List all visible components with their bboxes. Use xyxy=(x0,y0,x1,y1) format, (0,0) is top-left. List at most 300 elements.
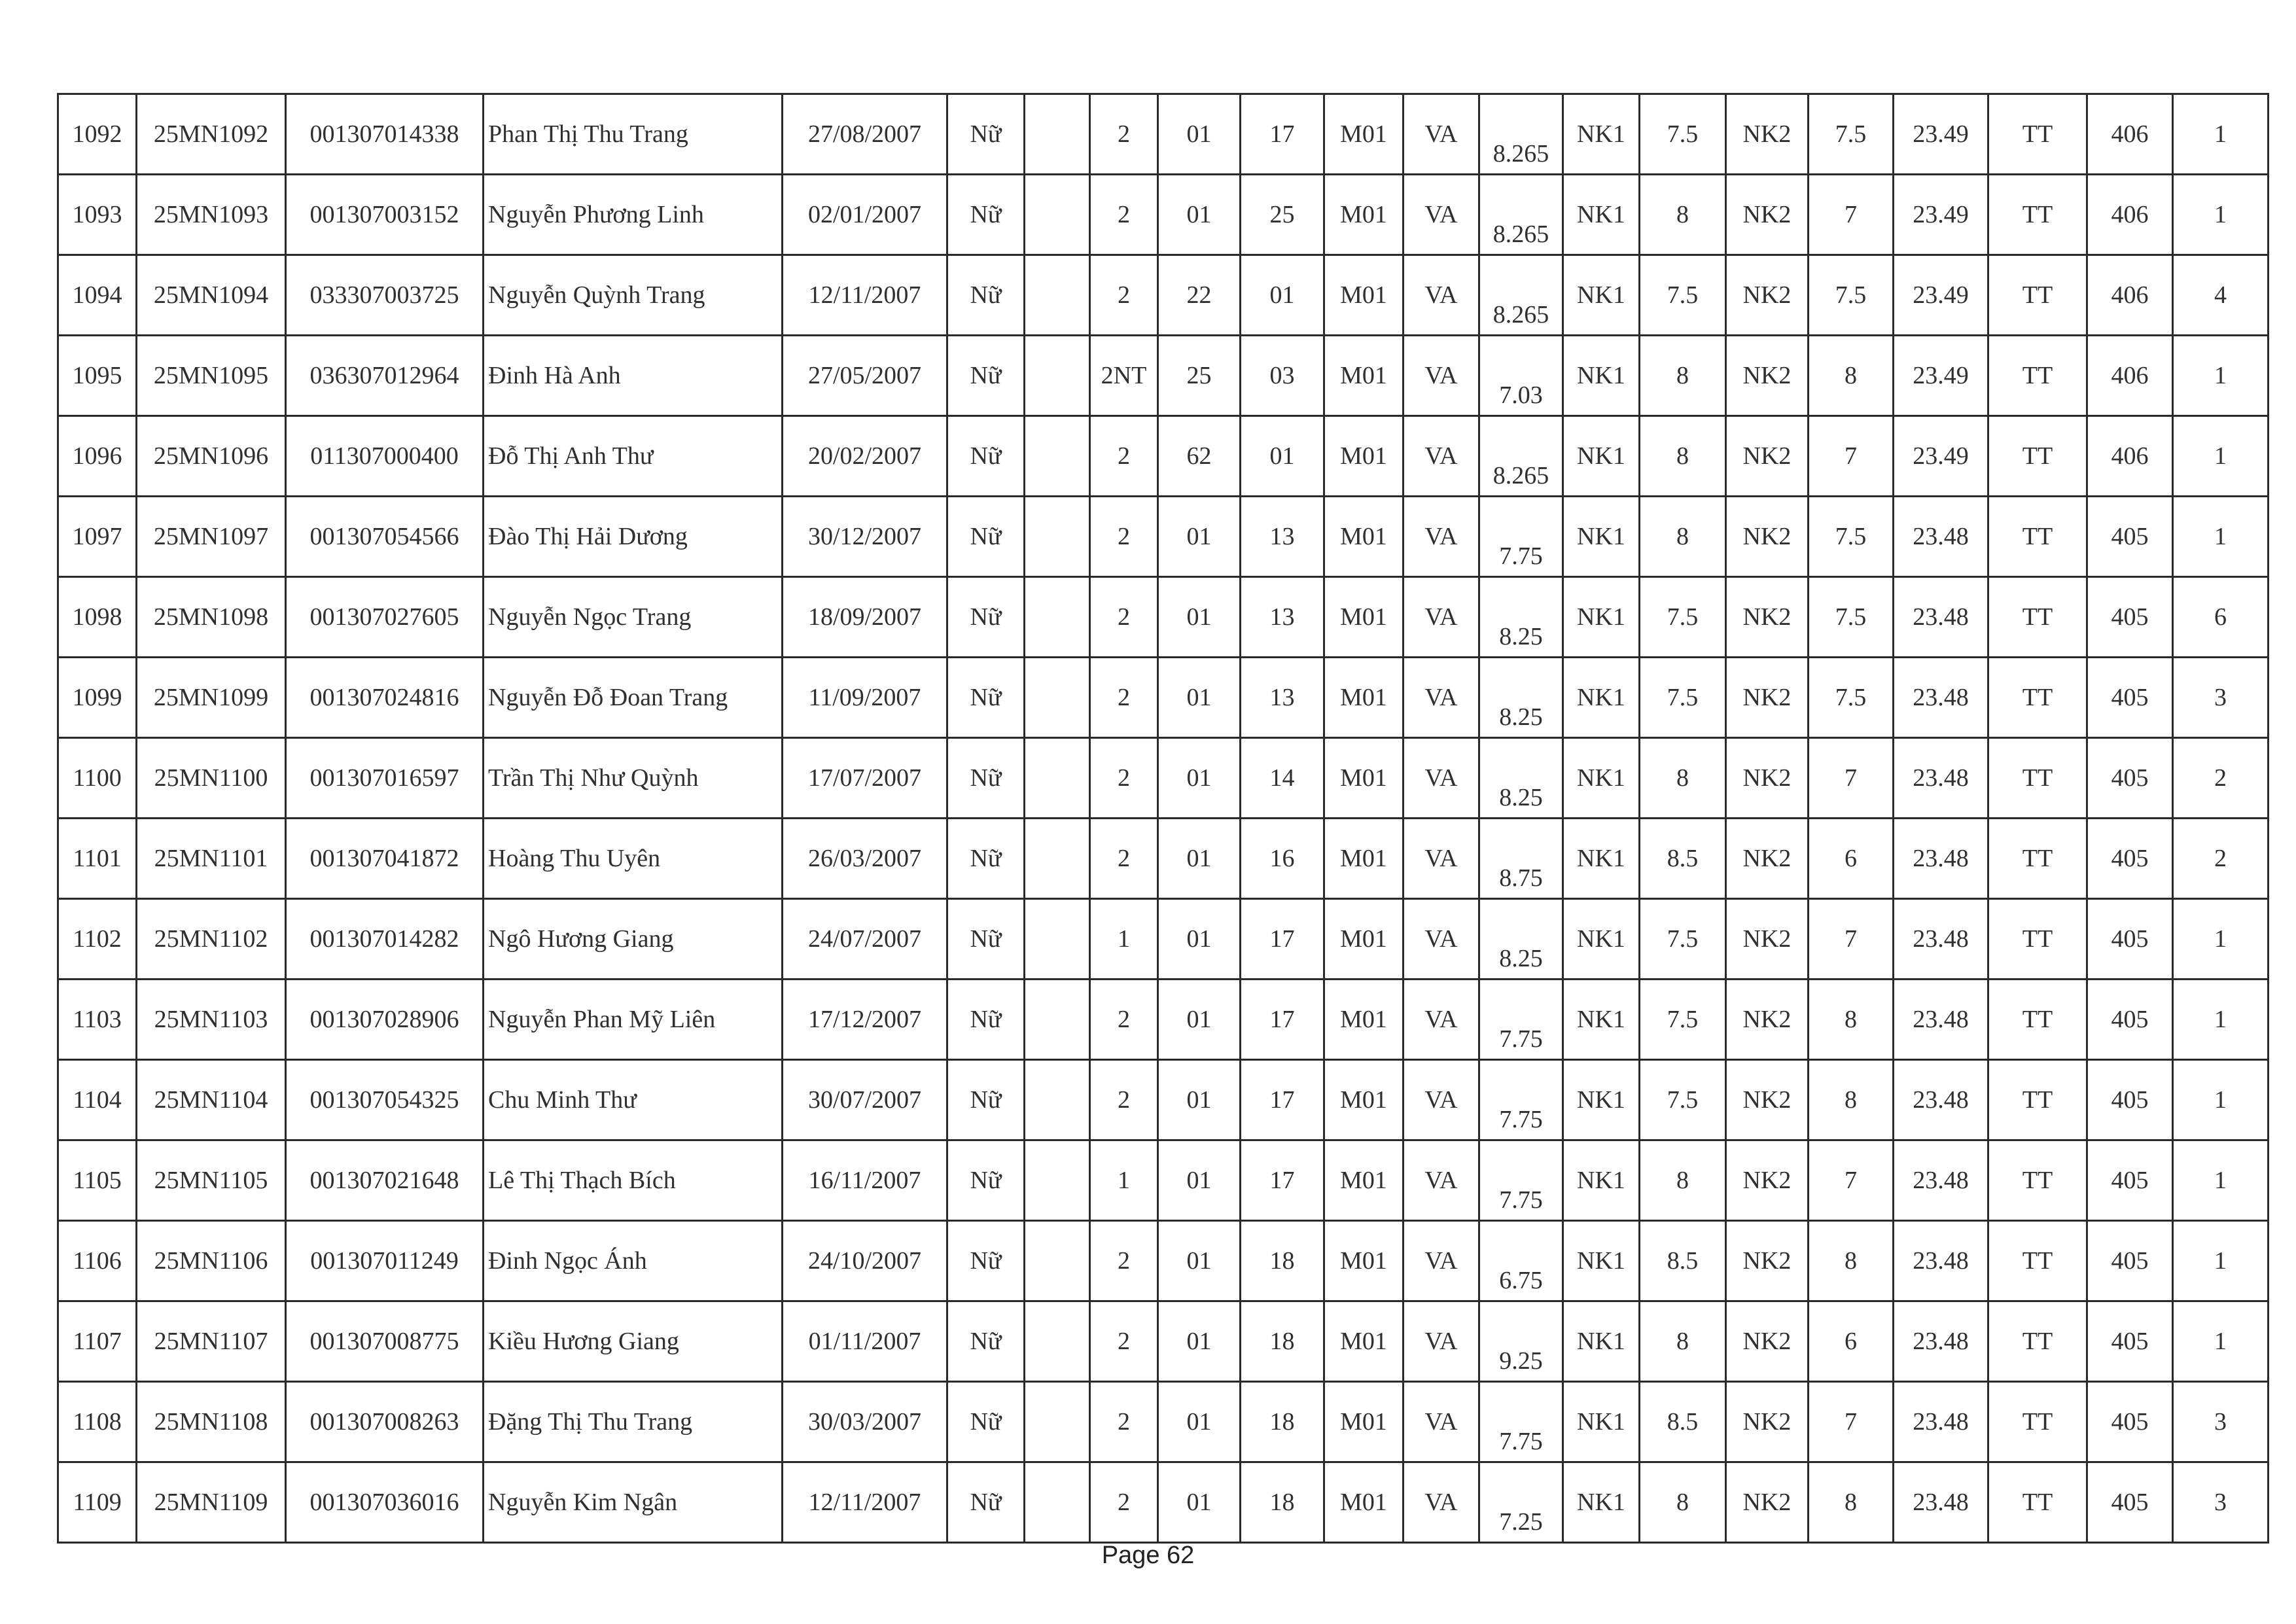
gender-cell: Nữ xyxy=(947,658,1025,738)
subject-group-cell: M01 xyxy=(1324,497,1404,577)
empty-cell xyxy=(1025,819,1090,899)
aptitude-1-score-cell: 7.5 xyxy=(1640,94,1726,175)
status-cell: TT xyxy=(1988,1382,2087,1462)
row-number-cell: 1104 xyxy=(58,1060,137,1140)
total-score-cell: 23.48 xyxy=(1894,1382,1988,1462)
row-number-cell: 1106 xyxy=(58,1221,137,1301)
id-number-cell: 001307016597 xyxy=(286,738,484,819)
results-table xyxy=(57,93,2269,1544)
aptitude-1-score-cell: 7.5 xyxy=(1640,1060,1726,1140)
school-code-cell: 14 xyxy=(1241,738,1324,819)
row-number-cell: 1099 xyxy=(58,658,137,738)
total-score-cell: 23.48 xyxy=(1894,819,1988,899)
rank-cell: 405 xyxy=(2087,1382,2173,1462)
subject-group-cell: M01 xyxy=(1324,1382,1404,1462)
rank-cell: 405 xyxy=(2087,1140,2173,1221)
subject-group-cell: M01 xyxy=(1324,899,1404,980)
total-score-cell: 23.48 xyxy=(1894,980,1988,1060)
id-number-cell: 033307003725 xyxy=(286,255,484,336)
birth-date-cell: 20/02/2007 xyxy=(783,416,947,497)
rank-cell: 405 xyxy=(2087,577,2173,658)
preference-cell: 1 xyxy=(2173,1301,2269,1382)
total-score-cell: 23.48 xyxy=(1894,1462,1988,1543)
id-number-cell: 036307012964 xyxy=(286,336,484,416)
aptitude-2-label-cell: NK2 xyxy=(1726,819,1809,899)
table-row xyxy=(58,658,2269,738)
school-code-cell: 18 xyxy=(1241,1301,1324,1382)
aptitude-2-label-cell: NK2 xyxy=(1726,94,1809,175)
id-number-cell: 001307027605 xyxy=(286,577,484,658)
student-name-cell: Nguyễn Ngọc Trang xyxy=(484,577,783,658)
registration-code-cell: 25MN1100 xyxy=(137,738,286,819)
registration-code-cell: 25MN1106 xyxy=(137,1221,286,1301)
area-code-cell: 2 xyxy=(1090,819,1158,899)
subject-group-cell: M01 xyxy=(1324,416,1404,497)
province-code-cell: 01 xyxy=(1158,899,1241,980)
birth-date-cell: 24/10/2007 xyxy=(783,1221,947,1301)
total-score-cell: 23.48 xyxy=(1894,738,1988,819)
row-number-cell: 1096 xyxy=(58,416,137,497)
subject-group-cell: M01 xyxy=(1324,1221,1404,1301)
row-number-cell: 1097 xyxy=(58,497,137,577)
subject-code-cell: VA xyxy=(1404,658,1479,738)
subject-code-cell: VA xyxy=(1404,819,1479,899)
rank-cell: 405 xyxy=(2087,1221,2173,1301)
aptitude-1-label-cell: NK1 xyxy=(1563,658,1640,738)
aptitude-1-label-cell: NK1 xyxy=(1563,899,1640,980)
total-score-cell: 23.49 xyxy=(1894,255,1988,336)
preference-cell: 1 xyxy=(2173,94,2269,175)
subject-code-cell: VA xyxy=(1404,1140,1479,1221)
area-code-cell: 2 xyxy=(1090,1382,1158,1462)
aptitude-2-label-cell: NK2 xyxy=(1726,980,1809,1060)
gender-cell: Nữ xyxy=(947,899,1025,980)
aptitude-2-score-cell: 7.5 xyxy=(1809,577,1894,658)
id-number-cell: 001307008263 xyxy=(286,1382,484,1462)
subject-group-cell: M01 xyxy=(1324,980,1404,1060)
subject-code-cell: VA xyxy=(1404,94,1479,175)
aptitude-1-score-cell: 8 xyxy=(1640,1462,1726,1543)
row-number-cell: 1100 xyxy=(58,738,137,819)
status-cell: TT xyxy=(1988,899,2087,980)
literature-score-cell: 8.75 xyxy=(1479,819,1563,899)
rank-cell: 406 xyxy=(2087,94,2173,175)
aptitude-2-score-cell: 7.5 xyxy=(1809,658,1894,738)
province-code-cell: 22 xyxy=(1158,255,1241,336)
aptitude-1-label-cell: NK1 xyxy=(1563,175,1640,255)
table-row xyxy=(58,577,2269,658)
rank-cell: 406 xyxy=(2087,416,2173,497)
literature-score-cell: 8.25 xyxy=(1479,577,1563,658)
subject-code-cell: VA xyxy=(1404,1221,1479,1301)
preference-cell: 1 xyxy=(2173,899,2269,980)
aptitude-2-label-cell: NK2 xyxy=(1726,899,1809,980)
id-number-cell: 001307036016 xyxy=(286,1462,484,1543)
preference-cell: 1 xyxy=(2173,1060,2269,1140)
aptitude-1-score-cell: 7.5 xyxy=(1640,658,1726,738)
birth-date-cell: 17/12/2007 xyxy=(783,980,947,1060)
status-cell: TT xyxy=(1988,980,2087,1060)
table-row xyxy=(58,497,2269,577)
area-code-cell: 2 xyxy=(1090,1301,1158,1382)
area-code-cell: 2 xyxy=(1090,658,1158,738)
empty-cell xyxy=(1025,738,1090,819)
aptitude-2-score-cell: 6 xyxy=(1809,1301,1894,1382)
status-cell: TT xyxy=(1988,255,2087,336)
aptitude-2-score-cell: 7 xyxy=(1809,175,1894,255)
status-cell: TT xyxy=(1988,336,2087,416)
school-code-cell: 18 xyxy=(1241,1221,1324,1301)
school-code-cell: 13 xyxy=(1241,497,1324,577)
registration-code-cell: 25MN1105 xyxy=(137,1140,286,1221)
birth-date-cell: 30/03/2007 xyxy=(783,1382,947,1462)
student-name-cell: Nguyễn Phan Mỹ Liên xyxy=(484,980,783,1060)
status-cell: TT xyxy=(1988,94,2087,175)
school-code-cell: 25 xyxy=(1241,175,1324,255)
preference-cell: 3 xyxy=(2173,1382,2269,1462)
aptitude-2-label-cell: NK2 xyxy=(1726,1382,1809,1462)
empty-cell xyxy=(1025,255,1090,336)
preference-cell: 1 xyxy=(2173,1140,2269,1221)
province-code-cell: 01 xyxy=(1158,497,1241,577)
school-code-cell: 17 xyxy=(1241,1060,1324,1140)
row-number-cell: 1094 xyxy=(58,255,137,336)
gender-cell: Nữ xyxy=(947,336,1025,416)
status-cell: TT xyxy=(1988,577,2087,658)
aptitude-2-label-cell: NK2 xyxy=(1726,1060,1809,1140)
gender-cell: Nữ xyxy=(947,819,1025,899)
subject-group-cell: M01 xyxy=(1324,1140,1404,1221)
gender-cell: Nữ xyxy=(947,1221,1025,1301)
area-code-cell: 2 xyxy=(1090,980,1158,1060)
status-cell: TT xyxy=(1988,416,2087,497)
table-row xyxy=(58,899,2269,980)
id-number-cell: 001307028906 xyxy=(286,980,484,1060)
area-code-cell: 2 xyxy=(1090,577,1158,658)
birth-date-cell: 11/09/2007 xyxy=(783,658,947,738)
aptitude-1-label-cell: NK1 xyxy=(1563,1060,1640,1140)
subject-group-cell: M01 xyxy=(1324,94,1404,175)
total-score-cell: 23.48 xyxy=(1894,1221,1988,1301)
student-name-cell: Đào Thị Hải Dương xyxy=(484,497,783,577)
area-code-cell: 1 xyxy=(1090,1140,1158,1221)
gender-cell: Nữ xyxy=(947,1060,1025,1140)
empty-cell xyxy=(1025,658,1090,738)
id-number-cell: 001307054325 xyxy=(286,1060,484,1140)
id-number-cell: 001307014282 xyxy=(286,899,484,980)
province-code-cell: 01 xyxy=(1158,577,1241,658)
subject-group-cell: M01 xyxy=(1324,738,1404,819)
student-name-cell: Hoàng Thu Uyên xyxy=(484,819,783,899)
area-code-cell: 1 xyxy=(1090,899,1158,980)
school-code-cell: 13 xyxy=(1241,658,1324,738)
province-code-cell: 62 xyxy=(1158,416,1241,497)
total-score-cell: 23.48 xyxy=(1894,497,1988,577)
subject-group-cell: M01 xyxy=(1324,175,1404,255)
aptitude-1-label-cell: NK1 xyxy=(1563,1462,1640,1543)
row-number-cell: 1102 xyxy=(58,899,137,980)
province-code-cell: 01 xyxy=(1158,1382,1241,1462)
id-number-cell: 001307021648 xyxy=(286,1140,484,1221)
birth-date-cell: 30/07/2007 xyxy=(783,1060,947,1140)
school-code-cell: 13 xyxy=(1241,577,1324,658)
aptitude-2-label-cell: NK2 xyxy=(1726,255,1809,336)
total-score-cell: 23.48 xyxy=(1894,1301,1988,1382)
registration-code-cell: 25MN1095 xyxy=(137,336,286,416)
aptitude-2-label-cell: NK2 xyxy=(1726,738,1809,819)
subject-code-cell: VA xyxy=(1404,175,1479,255)
status-cell: TT xyxy=(1988,175,2087,255)
aptitude-2-score-cell: 7.5 xyxy=(1809,255,1894,336)
empty-cell xyxy=(1025,1301,1090,1382)
total-score-cell: 23.48 xyxy=(1894,899,1988,980)
literature-score-cell: 8.25 xyxy=(1479,899,1563,980)
literature-score-cell: 7.75 xyxy=(1479,1140,1563,1221)
table-row xyxy=(58,1221,2269,1301)
aptitude-1-score-cell: 8 xyxy=(1640,497,1726,577)
province-code-cell: 01 xyxy=(1158,819,1241,899)
row-number-cell: 1101 xyxy=(58,819,137,899)
aptitude-1-label-cell: NK1 xyxy=(1563,1382,1640,1462)
aptitude-2-label-cell: NK2 xyxy=(1726,1221,1809,1301)
aptitude-1-score-cell: 8 xyxy=(1640,336,1726,416)
subject-group-cell: M01 xyxy=(1324,819,1404,899)
table-row xyxy=(58,1060,2269,1140)
row-number-cell: 1098 xyxy=(58,577,137,658)
row-number-cell: 1093 xyxy=(58,175,137,255)
registration-code-cell: 25MN1093 xyxy=(137,175,286,255)
row-number-cell: 1103 xyxy=(58,980,137,1060)
area-code-cell: 2 xyxy=(1090,175,1158,255)
aptitude-1-score-cell: 8.5 xyxy=(1640,1221,1726,1301)
literature-score-cell: 7.75 xyxy=(1479,980,1563,1060)
school-code-cell: 16 xyxy=(1241,819,1324,899)
registration-code-cell: 25MN1094 xyxy=(137,255,286,336)
aptitude-2-label-cell: NK2 xyxy=(1726,577,1809,658)
id-number-cell: 011307000400 xyxy=(286,416,484,497)
subject-code-cell: VA xyxy=(1404,1301,1479,1382)
student-name-cell: Nguyễn Đỗ Đoan Trang xyxy=(484,658,783,738)
gender-cell: Nữ xyxy=(947,175,1025,255)
subject-group-cell: M01 xyxy=(1324,1060,1404,1140)
aptitude-1-score-cell: 8 xyxy=(1640,738,1726,819)
table-row xyxy=(58,94,2269,175)
rank-cell: 406 xyxy=(2087,336,2173,416)
gender-cell: Nữ xyxy=(947,1140,1025,1221)
student-name-cell: Ngô Hương Giang xyxy=(484,899,783,980)
rank-cell: 405 xyxy=(2087,1462,2173,1543)
aptitude-2-score-cell: 7 xyxy=(1809,1382,1894,1462)
literature-score-cell: 8.265 xyxy=(1479,175,1563,255)
aptitude-1-score-cell: 8.5 xyxy=(1640,819,1726,899)
table-row xyxy=(58,980,2269,1060)
preference-cell: 1 xyxy=(2173,1221,2269,1301)
aptitude-2-label-cell: NK2 xyxy=(1726,1301,1809,1382)
status-cell: TT xyxy=(1988,1140,2087,1221)
registration-code-cell: 25MN1098 xyxy=(137,577,286,658)
table-row xyxy=(58,738,2269,819)
subject-code-cell: VA xyxy=(1404,738,1479,819)
subject-group-cell: M01 xyxy=(1324,577,1404,658)
province-code-cell: 01 xyxy=(1158,738,1241,819)
birth-date-cell: 18/09/2007 xyxy=(783,577,947,658)
area-code-cell: 2 xyxy=(1090,94,1158,175)
literature-score-cell: 9.25 xyxy=(1479,1301,1563,1382)
empty-cell xyxy=(1025,94,1090,175)
id-number-cell: 001307024816 xyxy=(286,658,484,738)
row-number-cell: 1107 xyxy=(58,1301,137,1382)
rank-cell: 405 xyxy=(2087,819,2173,899)
province-code-cell: 01 xyxy=(1158,1301,1241,1382)
status-cell: TT xyxy=(1988,1301,2087,1382)
birth-date-cell: 02/01/2007 xyxy=(783,175,947,255)
literature-score-cell: 8.265 xyxy=(1479,94,1563,175)
status-cell: TT xyxy=(1988,1462,2087,1543)
birth-date-cell: 17/07/2007 xyxy=(783,738,947,819)
student-name-cell: Đặng Thị Thu Trang xyxy=(484,1382,783,1462)
subject-group-cell: M01 xyxy=(1324,1301,1404,1382)
aptitude-2-label-cell: NK2 xyxy=(1726,1140,1809,1221)
id-number-cell: 001307014338 xyxy=(286,94,484,175)
rank-cell: 405 xyxy=(2087,1301,2173,1382)
id-number-cell: 001307003152 xyxy=(286,175,484,255)
total-score-cell: 23.49 xyxy=(1894,175,1988,255)
registration-code-cell: 25MN1096 xyxy=(137,416,286,497)
table-row xyxy=(58,1140,2269,1221)
aptitude-2-score-cell: 8 xyxy=(1809,336,1894,416)
literature-score-cell: 8.265 xyxy=(1479,255,1563,336)
aptitude-2-score-cell: 8 xyxy=(1809,980,1894,1060)
total-score-cell: 23.49 xyxy=(1894,336,1988,416)
area-code-cell: 2 xyxy=(1090,1060,1158,1140)
aptitude-1-label-cell: NK1 xyxy=(1563,1140,1640,1221)
status-cell: TT xyxy=(1988,658,2087,738)
rank-cell: 406 xyxy=(2087,255,2173,336)
aptitude-1-score-cell: 8.5 xyxy=(1640,1382,1726,1462)
empty-cell xyxy=(1025,577,1090,658)
table-row xyxy=(58,336,2269,416)
preference-cell: 3 xyxy=(2173,1462,2269,1543)
table-row xyxy=(58,819,2269,899)
subject-group-cell: M01 xyxy=(1324,336,1404,416)
aptitude-2-score-cell: 6 xyxy=(1809,819,1894,899)
subject-code-cell: VA xyxy=(1404,255,1479,336)
aptitude-1-score-cell: 8 xyxy=(1640,416,1726,497)
preference-cell: 2 xyxy=(2173,738,2269,819)
student-name-cell: Đinh Hà Anh xyxy=(484,336,783,416)
rank-cell: 405 xyxy=(2087,980,2173,1060)
school-code-cell: 03 xyxy=(1241,336,1324,416)
gender-cell: Nữ xyxy=(947,255,1025,336)
status-cell: TT xyxy=(1988,1221,2087,1301)
aptitude-2-label-cell: NK2 xyxy=(1726,658,1809,738)
birth-date-cell: 12/11/2007 xyxy=(783,1462,947,1543)
aptitude-2-score-cell: 8 xyxy=(1809,1221,1894,1301)
subject-code-cell: VA xyxy=(1404,577,1479,658)
registration-code-cell: 25MN1097 xyxy=(137,497,286,577)
aptitude-1-score-cell: 8 xyxy=(1640,175,1726,255)
school-code-cell: 18 xyxy=(1241,1382,1324,1462)
empty-cell xyxy=(1025,1060,1090,1140)
registration-code-cell: 25MN1092 xyxy=(137,94,286,175)
subject-code-cell: VA xyxy=(1404,899,1479,980)
registration-code-cell: 25MN1104 xyxy=(137,1060,286,1140)
gender-cell: Nữ xyxy=(947,980,1025,1060)
registration-code-cell: 25MN1099 xyxy=(137,658,286,738)
preference-cell: 4 xyxy=(2173,255,2269,336)
preference-cell: 1 xyxy=(2173,416,2269,497)
aptitude-2-score-cell: 7 xyxy=(1809,1140,1894,1221)
aptitude-1-label-cell: NK1 xyxy=(1563,738,1640,819)
id-number-cell: 001307054566 xyxy=(286,497,484,577)
preference-cell: 1 xyxy=(2173,336,2269,416)
school-code-cell: 17 xyxy=(1241,1140,1324,1221)
registration-code-cell: 25MN1108 xyxy=(137,1382,286,1462)
preference-cell: 1 xyxy=(2173,980,2269,1060)
preference-cell: 3 xyxy=(2173,658,2269,738)
student-name-cell: Nguyễn Kim Ngân xyxy=(484,1462,783,1543)
registration-code-cell: 25MN1102 xyxy=(137,899,286,980)
registration-code-cell: 25MN1107 xyxy=(137,1301,286,1382)
status-cell: TT xyxy=(1988,738,2087,819)
aptitude-1-label-cell: NK1 xyxy=(1563,255,1640,336)
area-code-cell: 2 xyxy=(1090,1462,1158,1543)
aptitude-1-label-cell: NK1 xyxy=(1563,94,1640,175)
empty-cell xyxy=(1025,1382,1090,1462)
total-score-cell: 23.48 xyxy=(1894,1060,1988,1140)
gender-cell: Nữ xyxy=(947,1301,1025,1382)
aptitude-1-score-cell: 7.5 xyxy=(1640,577,1726,658)
area-code-cell: 2 xyxy=(1090,416,1158,497)
table-row xyxy=(58,255,2269,336)
student-name-cell: Lê Thị Thạch Bích xyxy=(484,1140,783,1221)
registration-code-cell: 25MN1101 xyxy=(137,819,286,899)
rank-cell: 405 xyxy=(2087,1060,2173,1140)
province-code-cell: 01 xyxy=(1158,1140,1241,1221)
school-code-cell: 17 xyxy=(1241,899,1324,980)
subject-group-cell: M01 xyxy=(1324,255,1404,336)
aptitude-2-label-cell: NK2 xyxy=(1726,336,1809,416)
literature-score-cell: 7.75 xyxy=(1479,497,1563,577)
aptitude-2-label-cell: NK2 xyxy=(1726,1462,1809,1543)
subject-code-cell: VA xyxy=(1404,416,1479,497)
gender-cell: Nữ xyxy=(947,738,1025,819)
empty-cell xyxy=(1025,336,1090,416)
birth-date-cell: 26/03/2007 xyxy=(783,819,947,899)
literature-score-cell: 8.25 xyxy=(1479,658,1563,738)
table-row xyxy=(58,175,2269,255)
aptitude-1-label-cell: NK1 xyxy=(1563,416,1640,497)
aptitude-2-label-cell: NK2 xyxy=(1726,497,1809,577)
registration-code-cell: 25MN1103 xyxy=(137,980,286,1060)
rank-cell: 405 xyxy=(2087,738,2173,819)
school-code-cell: 18 xyxy=(1241,1462,1324,1543)
row-number-cell: 1105 xyxy=(58,1140,137,1221)
aptitude-1-score-cell: 7.5 xyxy=(1640,980,1726,1060)
table-row xyxy=(58,1462,2269,1543)
province-code-cell: 01 xyxy=(1158,1060,1241,1140)
birth-date-cell: 27/05/2007 xyxy=(783,336,947,416)
gender-cell: Nữ xyxy=(947,416,1025,497)
aptitude-1-score-cell: 8 xyxy=(1640,1140,1726,1221)
aptitude-1-label-cell: NK1 xyxy=(1563,577,1640,658)
rank-cell: 406 xyxy=(2087,175,2173,255)
province-code-cell: 01 xyxy=(1158,1221,1241,1301)
student-name-cell: Trần Thị Như Quỳnh xyxy=(484,738,783,819)
row-number-cell: 1092 xyxy=(58,94,137,175)
birth-date-cell: 16/11/2007 xyxy=(783,1140,947,1221)
birth-date-cell: 24/07/2007 xyxy=(783,899,947,980)
